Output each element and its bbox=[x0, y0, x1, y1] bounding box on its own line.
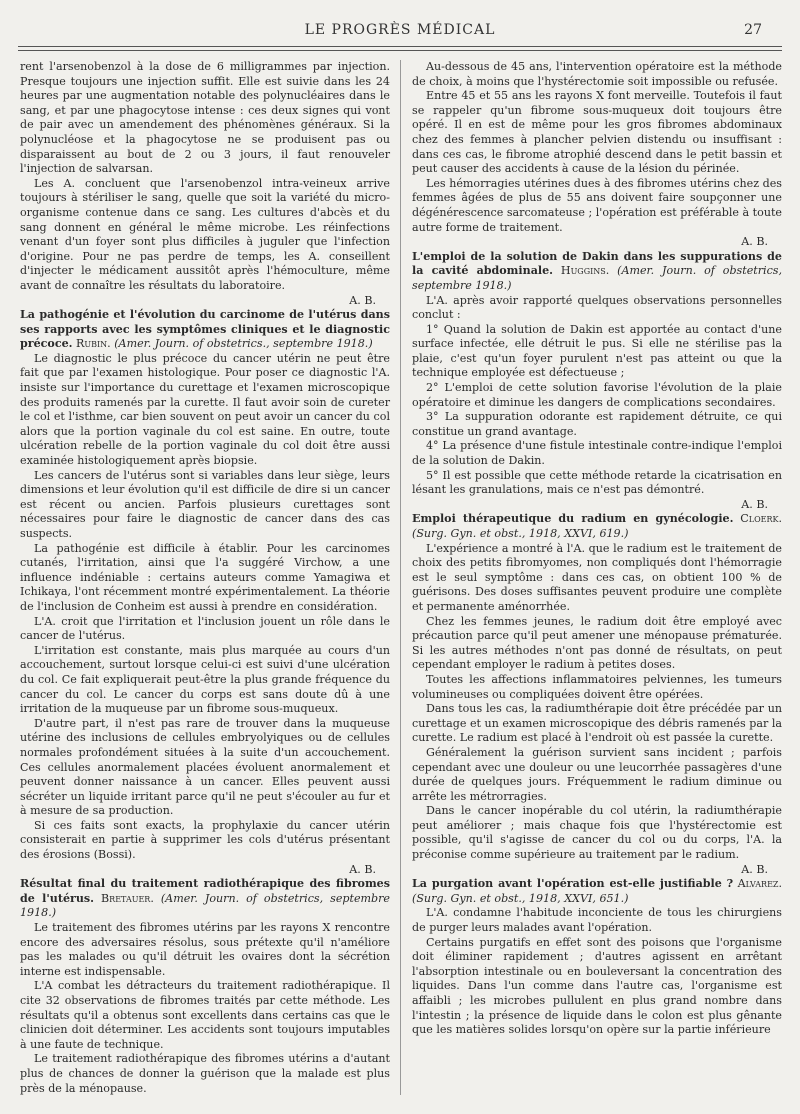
article-author: Bretauer. bbox=[101, 891, 154, 905]
signature: A. B. bbox=[741, 862, 768, 876]
paragraph: L'expérience a montré à l'A. que le radium est le traitement de choix des petits fibromyomes, non compliqués dont l'hémorragie est le seul symptôme : dans ces cas, on obtient 100 % de guérisons. Des doses suffisantes peuvent produire une complète et permanente aménorrhée. bbox=[412, 541, 782, 613]
paragraph: Entre 45 et 55 ans les rayons X font merveille. Toutefois il faut se rappeler qu'un fibrome sous-muqueux doit toujours être opéré. Il en est de même pour les gros fibromes abdominaux chez des femmes à plancher pelvien distendu ou insuffisant : dans ces cas, le fibrome atrophié descend dans le petit bassin et peut causer des accidents à cause de la lésion du périnée. bbox=[412, 89, 782, 176]
paragraph: L'A. condamne l'habitude inconciente de tous les chirurgiens de purger leurs malades avant l'opération. bbox=[412, 906, 782, 935]
article-title: Résultat final du traitement radiothérapique des fibromes de l'utérus. bbox=[20, 877, 390, 905]
article-source: (Surg. Gyn. et obst., 1918, XXVI, 651.) bbox=[412, 891, 629, 905]
article-heading bbox=[412, 877, 782, 906]
paragraph: Si ces faits sont exacts, la prophylaxie du cancer utérin consisterait en partie à supprimer les cols d'utérus présentant des érosions (Bossi). bbox=[20, 818, 390, 862]
paragraph: Les cancers de l'utérus sont si variables dans leur siège, leurs dimensions et leur évolution qu'il est difficile de dire si un cancer est récent ou ancien. Parfois plusieurs curettages sont nécessaires pour faire le diagnostic de cancer dans des cas suspects. bbox=[20, 468, 390, 540]
article-author: Huggins. bbox=[560, 264, 610, 278]
paragraph: rent l'arsenobenzol à la dose de 6 milligrammes par injection. Presque toujours une injection suffit. Elle est suivie dans les 24 heures par une augmentation notable des polynucléaires dans le sang, et par une phagocytose intense : ces deux signes qui vont de pair avec un amendement des phénomènes généraux. Si la polynucléose et la phagocytose ne se produisent pas ou disparaissent au bout de 2 ou 3 jours, il faut renouveler l'injection de salvarsan. bbox=[20, 60, 390, 176]
article-title: La pathogénie et l'évolution du carcinome de l'utérus dans ses rapports avec les symptômes cliniques et le diagnostic précoce. bbox=[20, 308, 390, 351]
article-source: (Amer. Journ. of obstetrics, septembre 1918.) bbox=[20, 891, 390, 920]
paragraph: 1° Quand la solution de Dakin est apportée au contact d'une surface infectée, elle détruit le pus. Si elle ne stérilise pas la plaie, c'est qu'un foyer purulent n'est pas atteint ou que la technique employée est défectueuse ; bbox=[412, 322, 782, 380]
paragraph: Le traitement radiothérapique des fibromes utérins a d'autant plus de chances de donner la guérison que la malade est plus près de la ménopause. bbox=[20, 1052, 390, 1095]
journal-title: LE PROGRÈS MÉDICAL bbox=[304, 22, 496, 38]
article-title: L'emploi de la solution de Dakin dans les suppurations de la cavité abdominale. bbox=[412, 249, 782, 278]
paragraph: Chez les femmes jeunes, le radium doit être employé avec précaution parce qu'il peut amener une ménopause prématurée. Si les autres méthodes n'ont pas donné de résultats, on peut cependant employer le radium à petites doses. bbox=[412, 614, 782, 672]
signature: A. B. bbox=[741, 235, 768, 249]
paragraph: D'autre part, il n'est pas rare de trouver dans la muqueuse utérine des inclusions de cellules embryolyiques ou de cellules normales profondément situées à la suite d'un accouchement. Ces cellules anormalement placées évoluent anormalement et peuvent donner naissance à un cancer. Elles peuvent aussi sécréter un liquide irritant parce qu'il ne peut s'écouler au fur et à mesure de sa production. bbox=[20, 716, 390, 818]
paragraph: L'A combat les détracteurs du traitement radiothérapique. Il cite 32 observations de fibromes traités par cette méthode. Les résultats qu'il a obtenus sont excellents dans certains cas que le clinicien doit déterminer. Les accidents sont toujours imputables à une faute de technique. bbox=[20, 979, 390, 1051]
paragraph: Les hémorragies utérines dues à des fibromes utérins chez des femmes âgées de plus de 55 ans doivent faire soupçonner une dégénérescence sarcomateuse ; l'opération est préférable à toute autre forme de traitement. bbox=[412, 176, 782, 234]
paragraph: Dans le cancer inopérable du col utérin, la radiumthérapie peut améliorer ; mais chaque fois que l'hystérectomie est possible, qu'il s'agisse de cancer du col ou du corps, l'A. la préconise comme supérieure au traitement par le radium. bbox=[412, 804, 782, 862]
paragraph: La pathogénie est difficile à établir. Pour les carcinomes cutanés, l'irritation, ainsi que l'a suggéré Virchow, a une influence indéniable : certains auteurs comme Yamagiwa et Ichikaya, l'ont récemment montré expérimentalement. La théorie de l'inclusion de Conheim est aussi à prendre en considération. bbox=[20, 541, 390, 613]
paragraph: Le diagnostic le plus précoce du cancer utérin ne peut être fait que par l'examen histologique. Pour poser ce diagnostic l'A. insiste sur l'importance du curettage et l'examen microscopique des produits ramenés par la curette. Il faut avoir soin de cureter le col et l'isthme, car bien souvent on peut avoir un cancer du col alors que la portion vaginale du col est saine. En outre, toute ulcération rebelle de la portion vaginale du col doit être aussi examinée histologiquement après biopsie. bbox=[20, 351, 390, 468]
paragraph: L'A. après avoir rapporté quelques observations personnelles conclut : bbox=[412, 293, 782, 322]
article-author: Cloerk. bbox=[740, 512, 782, 526]
article-source: (Amer. Journ. of obstetrics, septembre 1918.) bbox=[412, 264, 782, 292]
paragraph: 2° L'emploi de cette solution favorise l'évolution de la plaie opératoire et diminue les dangers de complications secondaires. bbox=[412, 381, 782, 409]
article-author: Rubin. bbox=[76, 337, 111, 351]
paragraph: 3° La suppuration odorante est rapidement détruite, ce qui constitue un grand avantage. bbox=[412, 410, 782, 438]
article-source: (Amer. Journ. of obstetrics., septembre 1918.) bbox=[114, 337, 373, 351]
paragraph: Généralement la guérison survient sans incident ; parfois cependant avec une douleur ou une leucorrhée passagères d'une durée de quelques jours. Fréquemment le radium diminue ou arrête les métrorragies. bbox=[412, 745, 782, 803]
article-heading bbox=[20, 308, 390, 352]
signature: A. B. bbox=[741, 497, 768, 511]
page-header bbox=[20, 22, 780, 46]
left-column bbox=[20, 60, 390, 1096]
signature: A. B. bbox=[349, 293, 376, 307]
right-column bbox=[412, 60, 782, 1038]
paragraph: Au-dessous de 45 ans, l'intervention opératoire est la méthode de choix, à moins que l'hystérectomie soit impossible ou refusée. bbox=[412, 60, 782, 88]
column-divider bbox=[400, 60, 401, 1095]
page-number: 27 bbox=[744, 22, 762, 38]
paragraph: Toutes les affections inflammatoires pelviennes, les tumeurs volumineuses ou compliquées doivent être opérées. bbox=[412, 672, 782, 701]
article-title: Emploi thérapeutique du radium en gynécologie. bbox=[412, 512, 734, 526]
paragraph: 4° La présence d'une fistule intestinale contre-indique l'emploi de la solution de Dakin. bbox=[412, 439, 782, 468]
paragraph: L'irritation est constante, mais plus marquée au cours d'un accouchement, surtout lorsque celui-ci est suivi d'une ulcération du col. Ce fait expliquerait peut-être la plus grande fréquence du cancer du col. Le cancer du corps est sans doute dû à une irritation de la muqueuse par un fibrome sous-muqueux. bbox=[20, 643, 390, 716]
article-heading bbox=[20, 877, 390, 921]
paragraph: L'A. croit que l'irritation et l'inclusion jouent un rôle dans le cancer de l'utérus. bbox=[20, 614, 390, 643]
paragraph: Dans tous les cas, la radiumthérapie doit être précédée par un curettage et un examen microscopique des débris ramenés par la curette. Le radium est placé à l'endroit où est passée la curette. bbox=[412, 702, 782, 745]
article-title: La purgation avant l'opération est-elle justifiable ? bbox=[412, 877, 734, 891]
paragraph: Certains purgatifs en effet sont des poisons que l'organisme doit éliminer rapidement ; d'autres agissent en arrêtant l'absorption intestinale ou en bouleversant la concentration des liquides. Dans l'un comme dans l'autre cas, l'organisme est affaibli ; les microbes pullulent en plus grand nombre dans l'intestin ; la présence de liquide dans le colon est plus gênante que les matières solides lorsqu'on opère sur la partie inférieure bbox=[412, 935, 782, 1037]
article-source: (Surg. Gyn. et obst., 1918, XXVI, 619.) bbox=[412, 527, 629, 540]
article-author: Alvarez. bbox=[737, 877, 783, 891]
header-rule bbox=[18, 46, 782, 51]
paragraph: Les A. concluent que l'arsenobenzol intra-veineux arrive toujours à stériliser le sang, quelle que soit la variété du micro-organisme contenue dans ce sang. Les cultures d'abcès et du sang donnent en général le même microbe. Les réinfections venant d'un foyer sont plus difficiles à juguler que l'infection d'origine. Pour ne pas perdre de temps, les A. conseillent d'injecter le médicament aussitôt après l'hémoculture, même avant de connaître les résultats du laboratoire. bbox=[20, 176, 390, 292]
paragraph: 5° Il est possible que cette méthode retarde la cicatrisation en lésant les granulations, mais ce n'est pas démontré. bbox=[412, 468, 782, 497]
article-heading bbox=[412, 512, 782, 541]
signature: A. B. bbox=[349, 862, 376, 876]
paragraph: Le traitement des fibromes utérins par les rayons X rencontre encore des adversaires résolus, sous prétexte qu'il n'améliore pas les malades ou qu'il détruit les ovaires dont la sécrétion interne est indispensable. bbox=[20, 921, 390, 978]
article-heading bbox=[412, 250, 782, 294]
